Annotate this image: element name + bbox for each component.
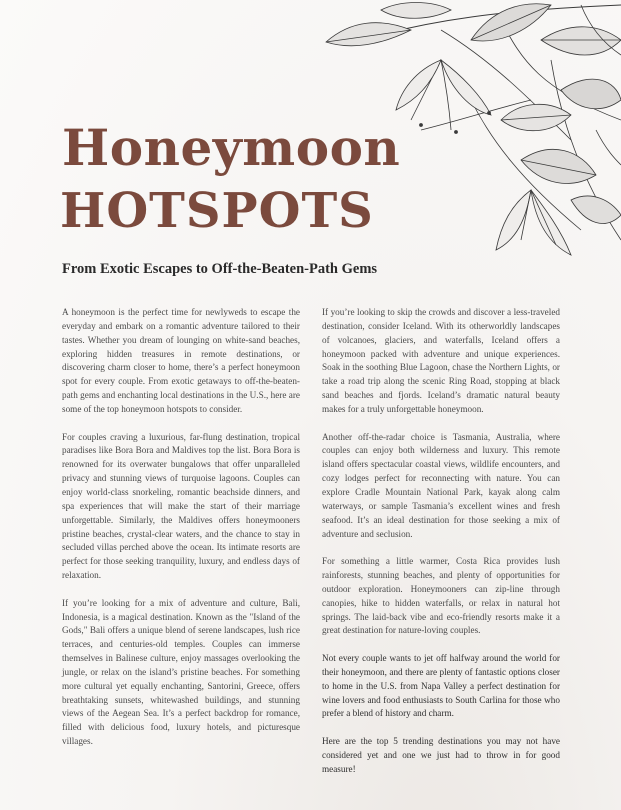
paragraph-top-five: Here are the top 5 trending destinations you may not have considered yet and one we just had to throw in for good measure!	[322, 736, 560, 774]
paragraph-intro: A honeymoon is the perfect time for newlyweds to escape the everyday and embark on a romantic adventure tailored to their tastes. Whether you dream of lounging on white-sand beaches, exploring hidden treasures in remote destinations, or discovering charm closer to home, there’s a perfect honeymoon spot for every couple. From exotic getaways to off-the-beaten-path gems and enchanting local destinations in the U.S., here are some of the top honeymoon hotspots to consider.	[62, 307, 300, 414]
paragraph-costa-rica: For something a little warmer, Costa Rica provides lush rainforests, stunning beaches, and plenty of opportunities for outdoor exploration. Honeymooners can zip-line through canopies, hike to hidden waterfalls, or relax in natural hot springs. The laid-back vibe and eco-friendly resorts make it a great destination for nature-loving couples.	[322, 556, 560, 636]
paragraph-tasmania: Another off-the-radar choice is Tasmania, Australia, where couples can enjoy both wilderness and luxury. This remote island offers spectacular coastal views, wildlife encounters, and cozy lodges perfect for reconnecting with nature. You can explore Cradle Mountain National Park, kayak along calm waterways, or sample Tasmania’s excellent wines and fresh seafood. It’s an ideal destination for those seeking a mix of adventure and seclusion.	[322, 431, 560, 539]
page-title-line-2: HOTSPOTS	[60, 183, 374, 239]
paragraph-bali-santorini: If you’re looking for a mix of adventure and culture, Bali, Indonesia, is a magical destination. Known as the "Island of the Gods," Bali offers a unique blend of serene landscapes, lush rice terraces, and centuries-old temples. Couples can immerse themselves in Balinese culture, enjoy massages overlooking the jungle, or relax on the island’s pristine beaches. For something more cultural yet equally enchanting, Santorini, Greece, offers breathtaking sunsets, whitewashed buildings, and stunning views of the Aegean Sea. It’s a perfect backdrop for romance, filled with delicious food, luxury hotels, and picturesque villages.	[62, 597, 300, 747]
right-column	[322, 306, 560, 791]
page-title-line-1: Honeymoon	[62, 118, 401, 177]
paragraph-usa: Not every couple wants to jet off halfway around the world for their honeymoon, and there are plenty of fantastic options closer to home in the U.S. from Napa Valley a perfect destination for wine lovers and food enthusiasts to South Carlina for those who prefer a blend of history and charm.	[322, 653, 560, 719]
page-subtitle: From Exotic Escapes to Off-the-Beaten-Path Gems	[62, 261, 378, 277]
left-column	[62, 306, 300, 763]
paragraph-iceland: If you’re looking to skip the crowds and discover a less-traveled destination, consider Iceland. With its otherworldly landscapes of volcanoes, glaciers, and waterfalls, Iceland offers a honeymoon packed with adventure and unique experiences. Soak in the soothing Blue Lagoon, chase the Northern Lights, or take a road trip along the scenic Ring Road, stopping at black sand beaches and fjords. Iceland’s dramatic natural beauty makes for a truly unforgettable honeymoon.	[322, 307, 560, 414]
paragraph-tropical: For couples craving a luxurious, far-flung destination, tropical paradises like Bora Bora and Maldives top the list. Bora Bora is renowned for its overwater bungalows that offer unparalleled privacy and stunning views of turquoise lagoons. Couples can enjoy world-class snorkeling, romantic beachside dinners, and spa experiences that will make the start of their marriage unforgettable. Similarly, the Maldives offers honeymooners pristine beaches, crystal-clear waters, and the chance to stay in secluded villas perched above the ocean. Its intimate resorts are perfect for those seeking tranquility, luxury, and endless days of relaxation.	[62, 431, 300, 581]
